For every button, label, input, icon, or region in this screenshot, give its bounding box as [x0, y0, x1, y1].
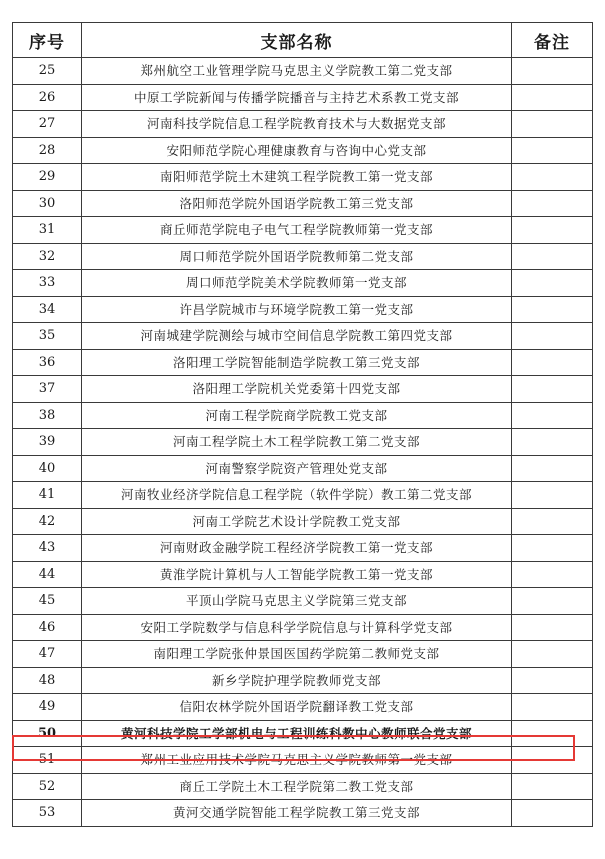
row-branch-name: 中原工学院新闻与传播学院播音与主持艺术系教工党支部 — [82, 84, 512, 111]
header-branch-name: 支部名称 — [82, 23, 512, 58]
row-serial-number: 30 — [13, 190, 82, 217]
row-branch-name: 河南工程学院土木工程学院教工第二党支部 — [82, 429, 512, 456]
row-serial-number: 53 — [13, 800, 82, 827]
row-serial-number: 51 — [13, 747, 82, 774]
table-row — [13, 614, 593, 641]
row-remarks — [512, 429, 593, 456]
row-serial-number: 41 — [13, 482, 82, 509]
row-branch-name: 信阳农林学院外国语学院翻译教工党支部 — [82, 694, 512, 721]
row-remarks — [512, 270, 593, 297]
table-row — [13, 508, 593, 535]
row-remarks — [512, 376, 593, 403]
row-remarks — [512, 111, 593, 138]
row-serial-number: 50 — [13, 720, 82, 747]
row-branch-name: 安阳师范学院心理健康教育与咨询中心党支部 — [82, 137, 512, 164]
row-serial-number: 31 — [13, 217, 82, 244]
table-row — [13, 535, 593, 562]
row-remarks — [512, 323, 593, 350]
table-row — [13, 137, 593, 164]
table-row — [13, 190, 593, 217]
table-row — [13, 641, 593, 668]
table-row — [13, 667, 593, 694]
row-serial-number: 52 — [13, 773, 82, 800]
row-serial-number: 34 — [13, 296, 82, 323]
row-branch-name: 商丘工学院土木工程学院第二教工党支部 — [82, 773, 512, 800]
row-remarks — [512, 296, 593, 323]
table-row — [13, 694, 593, 721]
table-row — [13, 164, 593, 191]
row-branch-name: 洛阳师范学院外国语学院教工第三党支部 — [82, 190, 512, 217]
row-remarks — [512, 164, 593, 191]
row-serial-number: 36 — [13, 349, 82, 376]
table-row — [13, 455, 593, 482]
table-row — [13, 482, 593, 509]
row-branch-name: 河南财政金融学院工程经济学院教工第一党支部 — [82, 535, 512, 562]
table-row — [13, 429, 593, 456]
table-row — [13, 800, 593, 827]
row-serial-number: 37 — [13, 376, 82, 403]
table-body — [13, 58, 593, 827]
row-serial-number: 39 — [13, 429, 82, 456]
row-remarks — [512, 58, 593, 85]
row-remarks — [512, 747, 593, 774]
row-remarks — [512, 402, 593, 429]
row-remarks — [512, 588, 593, 615]
row-remarks — [512, 614, 593, 641]
row-serial-number: 35 — [13, 323, 82, 350]
row-remarks — [512, 720, 593, 747]
table-row — [13, 561, 593, 588]
row-remarks — [512, 349, 593, 376]
row-serial-number: 43 — [13, 535, 82, 562]
row-serial-number: 42 — [13, 508, 82, 535]
row-branch-name: 周口师范学院美术学院教师第一党支部 — [82, 270, 512, 297]
row-remarks — [512, 773, 593, 800]
row-branch-name: 周口师范学院外国语学院教师第二党支部 — [82, 243, 512, 270]
table-row — [13, 111, 593, 138]
row-remarks — [512, 508, 593, 535]
row-serial-number: 38 — [13, 402, 82, 429]
row-remarks — [512, 190, 593, 217]
row-remarks — [512, 535, 593, 562]
row-branch-name: 平顶山学院马克思主义学院第三党支部 — [82, 588, 512, 615]
row-remarks — [512, 561, 593, 588]
row-branch-name: 黄河交通学院智能工程学院教工第三党支部 — [82, 800, 512, 827]
table-row — [13, 270, 593, 297]
row-serial-number: 33 — [13, 270, 82, 297]
row-serial-number: 48 — [13, 667, 82, 694]
row-branch-name: 郑州工业应用技术学院马克思主义学院教师第一党支部 — [82, 747, 512, 774]
branch-table-sheet — [12, 22, 592, 827]
row-remarks — [512, 800, 593, 827]
row-remarks — [512, 641, 593, 668]
branch-table — [12, 22, 593, 827]
row-serial-number: 46 — [13, 614, 82, 641]
row-branch-name: 许昌学院城市与环境学院教工第一党支部 — [82, 296, 512, 323]
row-serial-number: 25 — [13, 58, 82, 85]
header-serial-number: 序号 — [13, 23, 82, 58]
header-remarks: 备注 — [512, 23, 593, 58]
row-branch-name: 河南警察学院资产管理处党支部 — [82, 455, 512, 482]
row-branch-name: 河南城建学院测绘与城市空间信息学院教工第四党支部 — [82, 323, 512, 350]
row-branch-name: 郑州航空工业管理学院马克思主义学院教工第二党支部 — [82, 58, 512, 85]
table-header-row — [13, 23, 593, 58]
row-serial-number: 45 — [13, 588, 82, 615]
row-branch-name: 南阳师范学院土木建筑工程学院教工第一党支部 — [82, 164, 512, 191]
row-remarks — [512, 243, 593, 270]
table-row — [13, 243, 593, 270]
table-row — [13, 747, 593, 774]
row-serial-number: 28 — [13, 137, 82, 164]
row-branch-name: 黄河科技学院工学部机电与工程训练科教中心教师联合党支部 — [82, 720, 512, 747]
row-serial-number: 27 — [13, 111, 82, 138]
table-row — [13, 58, 593, 85]
row-serial-number: 49 — [13, 694, 82, 721]
row-branch-name: 南阳理工学院张仲景国医国药学院第二教师党支部 — [82, 641, 512, 668]
row-branch-name: 黄淮学院计算机与人工智能学院教工第一党支部 — [82, 561, 512, 588]
table-row — [13, 349, 593, 376]
row-remarks — [512, 694, 593, 721]
table-row — [13, 217, 593, 244]
table-row — [13, 720, 593, 747]
table-row — [13, 323, 593, 350]
table-row — [13, 84, 593, 111]
row-serial-number: 47 — [13, 641, 82, 668]
row-branch-name: 河南工学院艺术设计学院教工党支部 — [82, 508, 512, 535]
row-remarks — [512, 137, 593, 164]
table-row — [13, 773, 593, 800]
row-branch-name: 河南牧业经济学院信息工程学院（软件学院）教工第二党支部 — [82, 482, 512, 509]
row-serial-number: 32 — [13, 243, 82, 270]
row-branch-name: 河南科技学院信息工程学院教育技术与大数据党支部 — [82, 111, 512, 138]
row-branch-name: 商丘师范学院电子电气工程学院教师第一党支部 — [82, 217, 512, 244]
table-row — [13, 376, 593, 403]
row-branch-name: 洛阳理工学院机关党委第十四党支部 — [82, 376, 512, 403]
row-branch-name: 洛阳理工学院智能制造学院教工第三党支部 — [82, 349, 512, 376]
row-serial-number: 44 — [13, 561, 82, 588]
table-row — [13, 402, 593, 429]
row-branch-name: 河南工程学院商学院教工党支部 — [82, 402, 512, 429]
row-remarks — [512, 84, 593, 111]
row-branch-name: 安阳工学院数学与信息科学学院信息与计算科学党支部 — [82, 614, 512, 641]
row-branch-name: 新乡学院护理学院教师党支部 — [82, 667, 512, 694]
row-remarks — [512, 667, 593, 694]
row-remarks — [512, 217, 593, 244]
row-remarks — [512, 455, 593, 482]
row-serial-number: 26 — [13, 84, 82, 111]
table-row — [13, 296, 593, 323]
row-serial-number: 29 — [13, 164, 82, 191]
row-serial-number: 40 — [13, 455, 82, 482]
table-row — [13, 588, 593, 615]
row-remarks — [512, 482, 593, 509]
